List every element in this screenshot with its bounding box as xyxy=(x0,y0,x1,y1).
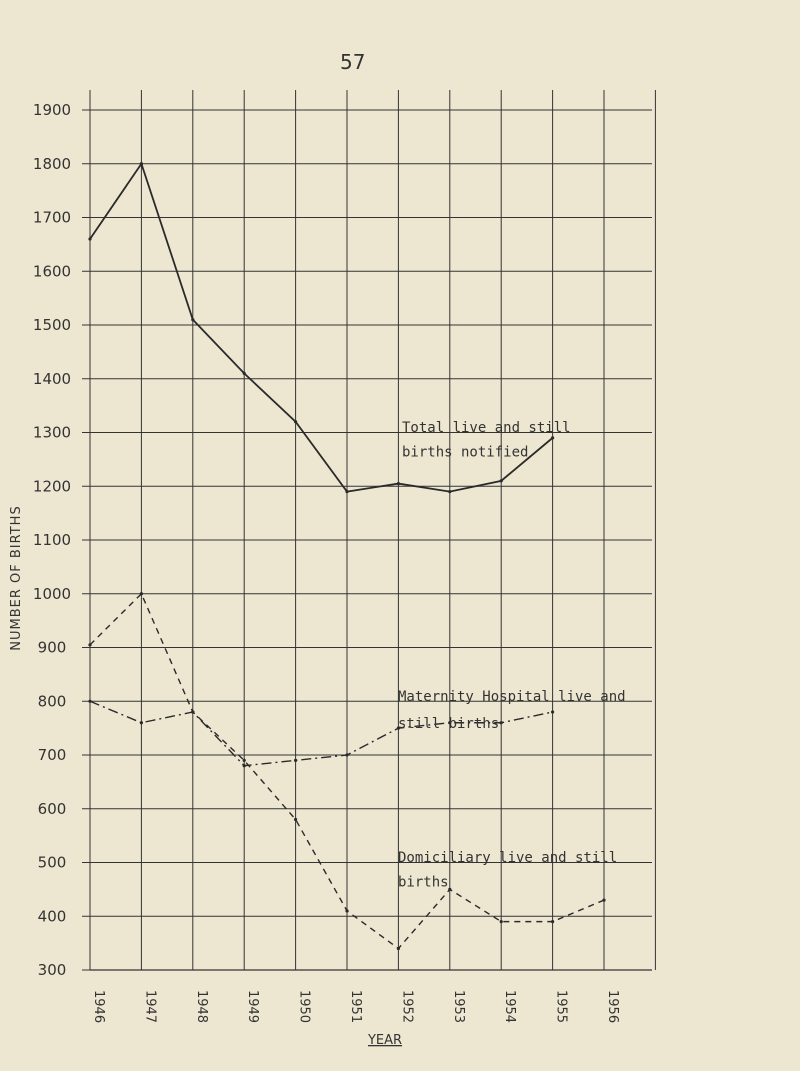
series-annotation-line: Domiciliary live and still xyxy=(398,850,618,867)
y-tick-label: 700 xyxy=(37,746,67,764)
x-tick-label: 1948 xyxy=(193,990,209,1024)
x-axis-label: YEAR xyxy=(367,1033,403,1048)
data-point xyxy=(602,899,605,902)
y-tick-label: 1800 xyxy=(32,154,72,173)
y-axis-label: NUMBER OF BIRTHS xyxy=(9,505,24,651)
y-tick-label: 1600 xyxy=(32,262,72,281)
data-point xyxy=(191,318,194,321)
y-tick-label: 400 xyxy=(37,907,67,926)
y-tick-label: 1900 xyxy=(32,101,72,119)
x-tick-label: 1947 xyxy=(142,990,158,1024)
data-point xyxy=(294,818,297,821)
data-point xyxy=(345,753,348,756)
y-tick-label: 1400 xyxy=(32,369,72,388)
series-line xyxy=(90,164,553,492)
chart-grid xyxy=(90,90,655,970)
y-tick-label: 1000 xyxy=(32,584,72,603)
data-point xyxy=(448,490,451,493)
x-tick-label: 1956 xyxy=(605,990,620,1024)
data-point xyxy=(294,759,297,762)
data-point xyxy=(140,592,143,595)
data-point xyxy=(397,482,400,485)
series-annotations xyxy=(398,420,626,890)
data-point xyxy=(345,490,348,493)
data-point xyxy=(397,947,400,950)
data-point xyxy=(88,643,91,646)
y-tick-label: 1700 xyxy=(32,208,72,227)
y-tick-label: 1500 xyxy=(32,316,72,334)
series-line xyxy=(90,701,553,766)
y-tick-label: 1100 xyxy=(32,531,72,549)
data-point xyxy=(345,909,348,912)
x-tick-label: 1953 xyxy=(450,990,466,1024)
y-tick-label: 1300 xyxy=(32,423,72,442)
data-point xyxy=(243,764,246,767)
y-tick-label: 600 xyxy=(37,799,67,818)
y-tick-label: 1200 xyxy=(32,477,72,496)
data-point xyxy=(551,710,554,713)
series-annotation-line: births notified xyxy=(402,444,529,461)
data-point xyxy=(500,920,503,923)
series-annotation-line: Total live and still xyxy=(402,420,571,437)
x-tick-label: 1949 xyxy=(245,990,261,1024)
y-tick-label: 500 xyxy=(37,853,67,872)
data-point xyxy=(243,372,246,375)
data-point xyxy=(551,920,554,923)
data-point xyxy=(243,759,246,762)
x-tick-label: 1954 xyxy=(502,990,518,1024)
x-tick-label: 1955 xyxy=(553,990,569,1024)
data-point xyxy=(500,721,503,724)
y-tick-label: 800 xyxy=(37,692,67,711)
x-axis-ticks xyxy=(91,990,620,1023)
page-number: 57 xyxy=(340,50,366,74)
series-annotation-line: births xyxy=(398,874,449,891)
y-axis-ticks xyxy=(33,101,90,979)
data-point xyxy=(551,436,554,439)
x-tick-label: 1951 xyxy=(348,990,363,1024)
series-annotation-line: Maternity Hospital live and xyxy=(398,688,626,705)
data-point xyxy=(140,162,143,165)
series-annotation-line: still births xyxy=(398,715,500,732)
x-tick-label: 1950 xyxy=(296,990,312,1024)
data-point xyxy=(140,721,143,724)
data-point xyxy=(88,700,91,703)
data-point xyxy=(448,888,451,891)
y-tick-label: 300 xyxy=(37,961,67,979)
series-2 xyxy=(88,700,554,768)
y-tick-label: 900 xyxy=(37,638,67,657)
data-point xyxy=(88,237,91,240)
data-point xyxy=(294,420,297,423)
x-tick-label: 1946 xyxy=(91,990,106,1024)
data-point xyxy=(500,479,503,482)
x-tick-label: 1952 xyxy=(399,990,415,1024)
data-point xyxy=(191,710,194,713)
